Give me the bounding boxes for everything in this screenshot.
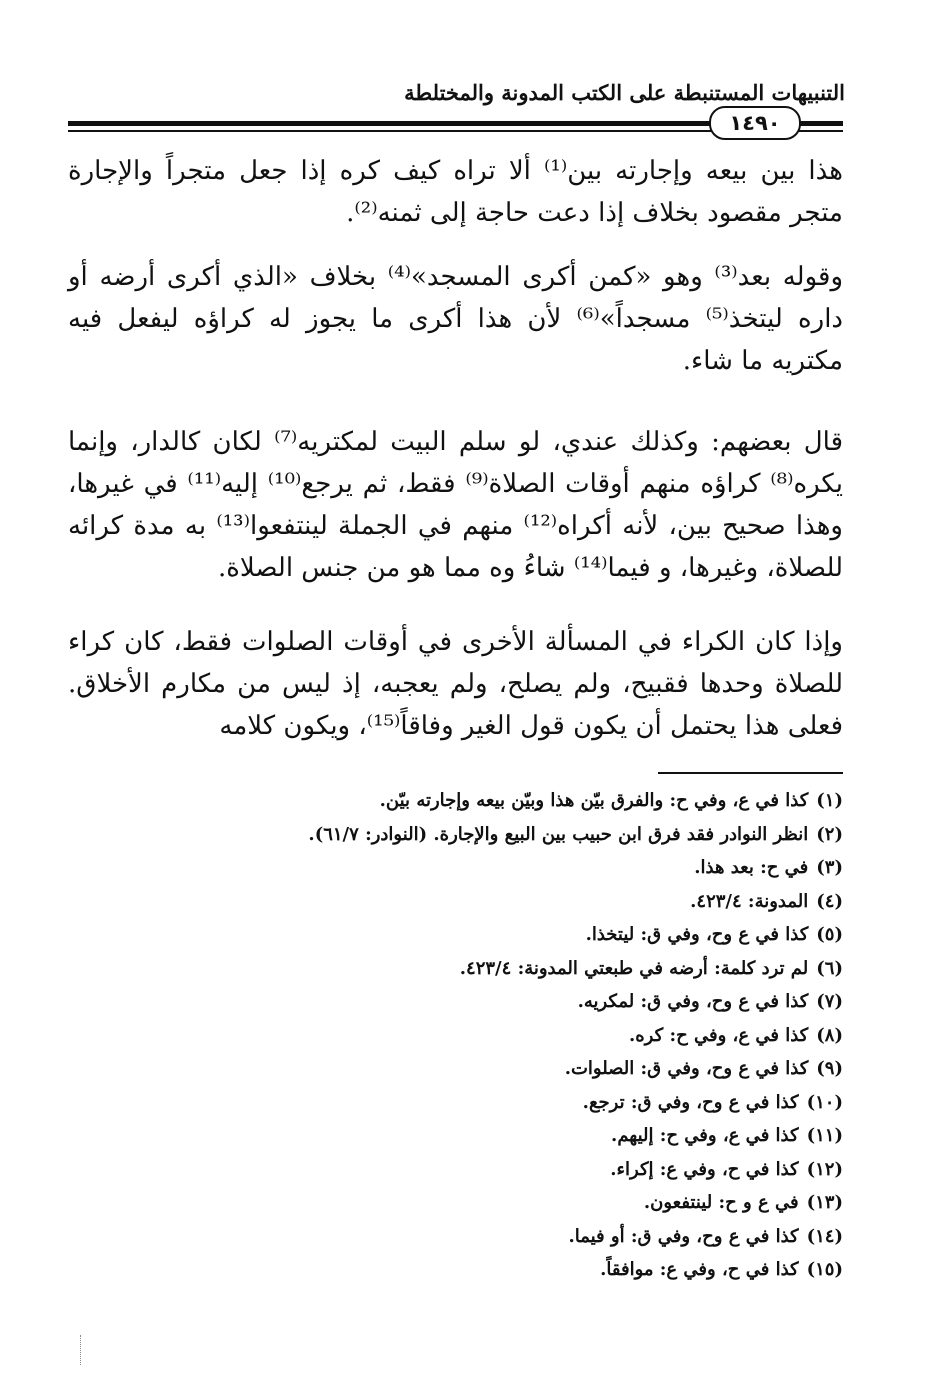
footnote-number: (٧) (816, 991, 843, 1012)
footnote-number: (١٤) (806, 1225, 843, 1247)
footnote-text: لم ترد كلمة: أرضه في طبعتي المدونة: ٤٢٣/٤. (459, 957, 809, 979)
footnote-text: كذا في ح، وفي ع: موافقاً. (600, 1259, 799, 1280)
footnote-number: (٦) (816, 957, 843, 979)
body-paragraph-3: قال بعضهم: وكذلك عندي، لو سلم البيت لمكتريه⁽⁷⁾ لكان كالدار، وإنما يكره⁽⁸⁾ كراؤه منهم أوقات الصلاة⁽⁹⁾ فقط، ثم يرجع⁽¹⁰⁾ إليه⁽¹¹⁾ في غيرها، وهذا صحيح بين، لأنه أكراه⁽¹²⁾ منهم في الجملة لينتفعوا⁽¹³⁾ به مدة كرائه للصلاة، وغيرها، و فيما⁽¹⁴⁾ شاءُ وه مما هو من جنس الصلاة. (68, 427, 844, 583)
footnote-number: (١٠) (806, 1091, 843, 1113)
footnote-8 (200, 1019, 843, 1053)
gutter-scan-mark (80, 1335, 82, 1365)
footnote-number: (١٢) (806, 1158, 843, 1180)
footnote-1 (200, 784, 843, 818)
footnote-number: (١١) (806, 1125, 843, 1146)
footnote-9 (200, 1052, 843, 1086)
footnote-5 (200, 918, 843, 952)
footnote-12 (200, 1153, 843, 1187)
footnote-text: كذا في ع، وفي ح: كره. (628, 1024, 809, 1046)
footnote-number: (١٥) (806, 1259, 843, 1280)
footnote-text: كذا في ع، وفي ح: إليهم. (611, 1125, 799, 1146)
footnote-separator (658, 772, 843, 774)
footnote-13 (200, 1186, 843, 1220)
footnote-4 (200, 885, 843, 919)
footnote-text: كذا في ع وح، وفي ق: لمكريه. (577, 991, 809, 1012)
footnote-number: (٨) (816, 1024, 843, 1046)
footnote-text: في ع و ح: لينتفعون. (643, 1192, 799, 1213)
footnote-14 (200, 1220, 843, 1254)
body-paragraph-1: هذا بين بيعه وإجارته بين⁽¹⁾ ألا تراه كيف كره إذا جعل متجراً والإجارة متجر مقصود بخلاف إذا دعت حاجة إلى ثمنه⁽²⁾. (68, 156, 844, 228)
running-title: التنبيهات المستنبطة على الكتب المدونة والمختلطة (404, 80, 845, 105)
footnote-10 (200, 1086, 843, 1120)
footnote-7 (200, 985, 843, 1019)
footnote-number: (٤) (816, 890, 843, 912)
footnote-2 (200, 818, 843, 852)
page-number: ١٤٩٠ (709, 106, 801, 140)
footnote-number: (٩) (816, 1058, 843, 1079)
footnote-text: كذا في ع وح، وفي ق: ليتخذا. (585, 924, 809, 945)
footnote-6 (200, 952, 843, 986)
footnote-text: انظر النوادر فقد فرق ابن حبيب بين البيع والإجارة. (النوادر: ٦١/٧). (308, 823, 809, 845)
footnote-text: في ح: بعد هذا. (694, 857, 809, 878)
footnote-text: كذا في ح، وفي ع: إكراء. (610, 1158, 799, 1180)
footnote-text: كذا في ع، وفي ح: والفرق بيّن هذا وبيّن بيعه وإجارته بيّن. (379, 790, 809, 811)
footnote-text: كذا في ع وح، وفي ق: الصلوات. (564, 1058, 809, 1079)
footnote-number: (١) (816, 790, 843, 811)
footnote-11 (200, 1119, 843, 1153)
footnote-number: (١٣) (806, 1192, 843, 1213)
footnote-3 (200, 851, 843, 885)
footnote-number: (٥) (816, 924, 843, 945)
footnote-text: المدونة: ٤٢٣/٤. (690, 890, 809, 912)
footnote-number: (٣) (816, 857, 843, 878)
footnote-text: كذا في ع وح، وفي ق: ترجع. (582, 1091, 799, 1113)
body-paragraph-2: وقوله بعد⁽³⁾ وهو «كمن أكرى المسجد»⁽⁴⁾ بخلاف «الذي أكرى أرضه أو داره ليتخذ⁽⁵⁾ مسجداً»⁽⁶⁾ لأن هذا أكرى ما يجوز له كراؤه ليفعل فيه مكتريه ما شاء. (68, 262, 844, 376)
body-paragraph-4: وإذا كان الكراء في المسألة الأخرى في أوقات الصلوات فقط، كان كراء للصلاة وحدها فقبيح، ولم يصلح، ولم يعجبه، إذ ليس من مكارم الأخلاق. فعلى هذا يحتمل أن يكون قول الغير وفاقاً⁽¹⁵⁾، ويكون كلامه (68, 627, 843, 741)
footnote-text: كذا في ع وح، وفي ق: أو فيما. (568, 1225, 799, 1247)
footnotes-list (200, 784, 843, 1287)
footnote-15 (200, 1253, 843, 1287)
footnote-number: (٢) (816, 823, 843, 845)
